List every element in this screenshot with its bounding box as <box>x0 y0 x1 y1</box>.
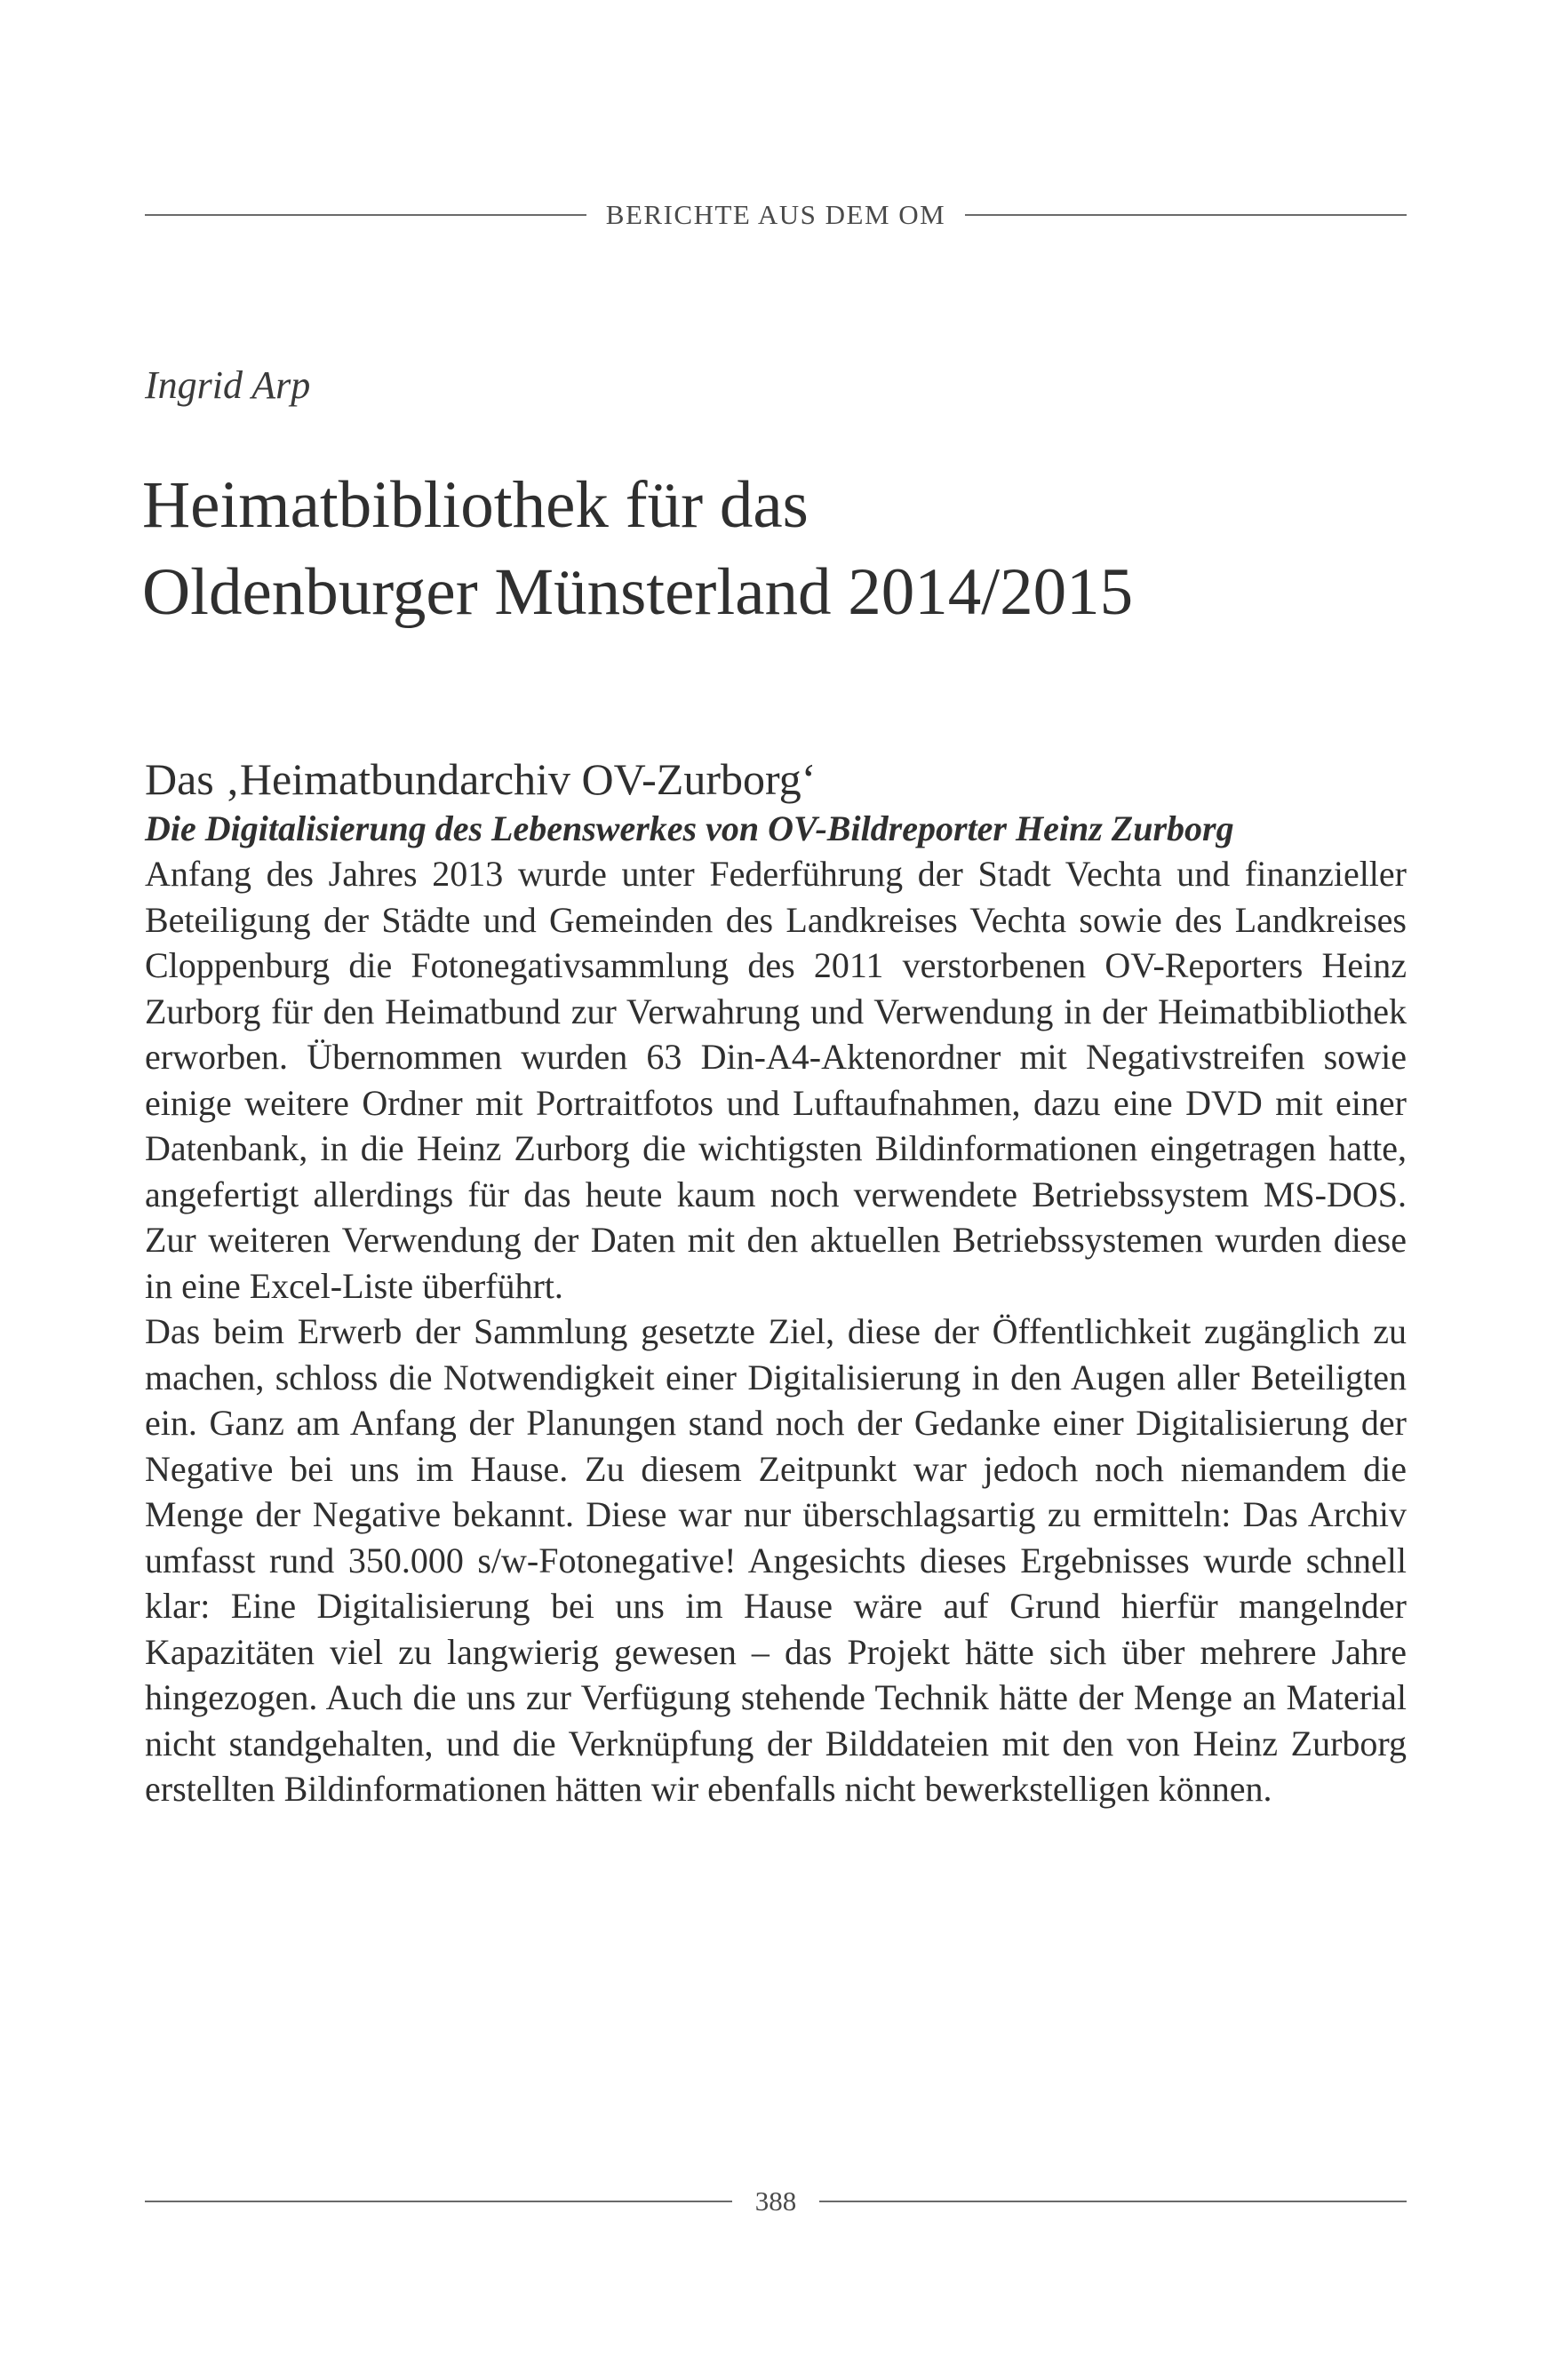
section-subtitle: Die Digitalisierung des Lebenswerkes von OV-Bildreporter Heinz Zurborg <box>145 808 1234 848</box>
page-footer <box>145 2184 1407 2219</box>
article-title <box>142 462 1133 636</box>
header-rule-left <box>145 214 586 216</box>
footer-rule-right <box>819 2201 1407 2202</box>
body-paragraph-2: Das beim Erwerb der Sammlung gesetzte Ziel, diese der Öffentlichkeit zugänglich zu machen, schloss die Notwendigkeit einer Digitalisierung in den Augen aller Beteiligten ein. Ganz am Anfang der Planungen stand noch der Gedanke einer Digitalisierung der Negative bei uns im Hause. Zu diesem Zeitpunkt war jedoch noch niemandem die Menge der Negative bekannt. Diese war nur überschlagsartig zu ermitteln: Das Archiv umfasst rund 350.000 s/w-Fotonegative! Angesichts dieses Ergebnisses wurde schnell klar: Eine Digitalisierung bei uns im Hause wäre auf Grund hierfür mangelnder Kapazitäten viel zu langwierig gewesen – das Projekt hätte sich über mehrere Jahre hingezogen. Auch die uns zur Verfügung stehende Technik hätte der Menge an Material nicht standgehalten, und die Verknüpfung der Bilddateien mit den von Heinz Zurborg erstellten Bildinformationen hätten wir ebenfalls nicht bewerkstelligen können. <box>145 1311 1407 1809</box>
author-name: Ingrid Arp <box>145 363 311 407</box>
running-header-label: BERICHTE AUS DEM OM <box>605 199 946 230</box>
body-paragraph-1: Anfang des Jahres 2013 wurde unter Federführung der Stadt Vechta und finanzieller Beteiligung der Städte und Gemeinden des Landkreises Vechta sowie des Landkreises Cloppenburg die Fotonegativsammlung des 2011 verstorbenen OV-Reporters Heinz Zurborg für den Heimatbund zur Verwahrung und Verwendung in der Heimatbibliothek erworben. Übernommen wurden 63 Din-A4-Aktenordner mit Negativstreifen sowie einige weitere Ordner mit Portraitfotos und Luftaufnahmen, dazu eine DVD mit einer Datenbank, in die Heinz Zurborg die wichtigsten Bildinformationen eingetragen hatte, angefertigt allerdings für das heute kaum noch verwendete Betriebssystem MS-DOS. Zur weiteren Verwendung der Daten mit den aktuellen Betriebssystemen wurden diese in eine Excel-Liste überführt. <box>145 854 1407 1306</box>
article-title-line-2: Oldenburger Münsterland 2014/2015 <box>142 555 1134 629</box>
page-number: 388 <box>754 2185 797 2217</box>
article-section <box>145 752 1407 1812</box>
article-title-line-1: Heimatbibliothek für das <box>142 468 809 542</box>
header-rule-right <box>965 214 1407 216</box>
section-heading: Das ‚Heimatbundarchiv OV-Zurborg‘ <box>145 754 817 804</box>
footer-rule-left <box>145 2201 732 2202</box>
running-header <box>145 197 1407 233</box>
